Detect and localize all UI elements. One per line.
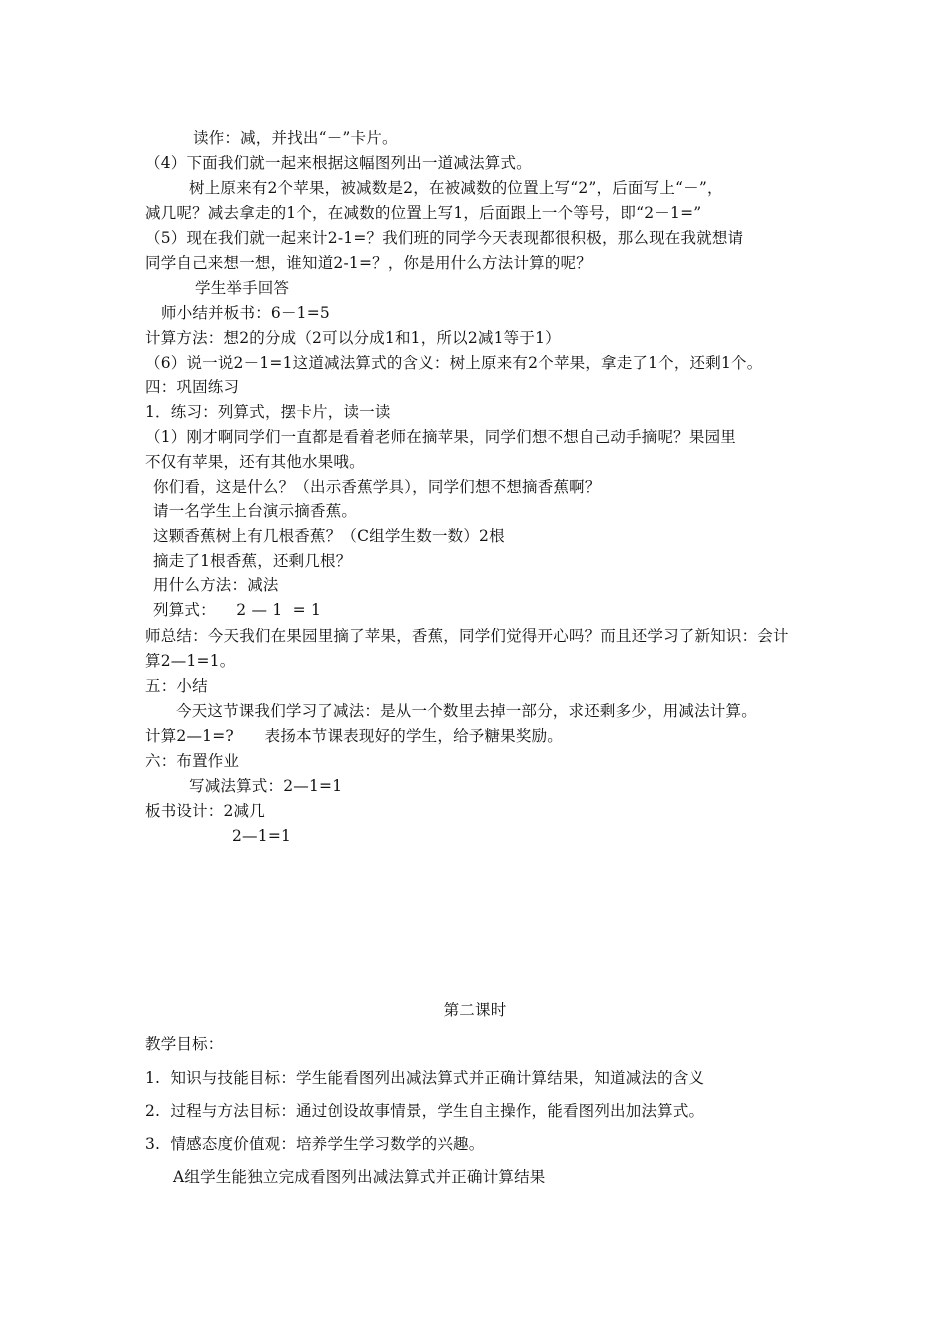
text-line: 学生举手回答 — [195, 279, 290, 297]
text-line: 摘走了1根香蕉，还剩几根？ — [153, 552, 352, 570]
text-line: （4）下面我们就一起来根据这幅图列出一道减法算式。 — [145, 154, 532, 172]
text-line: 读作：减，并找出“－”卡片。 — [193, 129, 398, 147]
text-line: 同学自己来想一想，谁知道2-1=？，你是用什么方法计算的呢？ — [145, 254, 592, 272]
text-line: 今天这节课我们学习了减法：是从一个数里去掉一部分，求还剩多少，用减法计算。 — [176, 702, 757, 720]
text-line: 减几呢？减去拿走的1个，在减数的位置上写1，后面跟上一个等号，即“2－1=” — [145, 204, 702, 222]
text-line: 师总结：今天我们在果园里摘了苹果，香蕉，同学们觉得开心吗？而且还学习了新知识：会计 — [145, 627, 789, 645]
text-line: 列算式： 2 — 1 = 1 — [153, 601, 322, 619]
text-line: 师小结并板书：6－1=5 — [161, 304, 330, 322]
text-line: 用什么方法：减法 — [153, 576, 279, 594]
section-heading: 五：小结 — [145, 677, 208, 695]
text-line: 你们看，这是什么？（出示香蕉学具），同学们想不想摘香蕉啊？ — [153, 478, 601, 496]
text-line: 2—1=1 — [232, 827, 292, 845]
text-line: 树上原来有2个苹果，被减数是2，在被减数的位置上写“2”，后面写上“－”， — [189, 179, 723, 197]
text-line: 请一名学生上台演示摘香蕉。 — [153, 502, 358, 520]
text-line: （1）刚才啊同学们一直都是看着老师在摘苹果，同学们想不想自己动手摘呢？果园里 — [145, 428, 736, 446]
text-line: （6）说一说2－1=1这道减法算式的含义：树上原来有2个苹果，拿走了1个，还剩1个。 — [145, 354, 763, 372]
group-note: A组学生能独立完成看图列出减法算式并正确计算结果 — [173, 1168, 546, 1186]
text-line: 写减法算式：2—1=1 — [189, 777, 343, 795]
text-line: 计算方法：想2的分成（2可以分成1和1，所以2减1等于1） — [145, 329, 561, 347]
text-line: 这颗香蕉树上有几根香蕉？（C组学生数一数）2根 — [153, 527, 505, 545]
goal-item: 1. 知识与技能目标：学生能看图列出减法算式并正确计算结果，知道减法的含义 — [145, 1069, 705, 1087]
text-line: 板书设计：2减几 — [145, 802, 265, 820]
text-line: 1．练习：列算式，摆卡片，读一读 — [145, 403, 391, 421]
lesson-heading: 第二课时 — [443, 1001, 507, 1019]
text-line: 计算2—1=? 表扬本节课表现好的学生，给予糖果奖励。 — [145, 727, 563, 745]
section-heading: 四：巩固练习 — [145, 378, 240, 396]
goal-item: 3. 情感态度价值观：培养学生学习数学的兴趣。 — [145, 1135, 485, 1153]
section-heading: 六：布置作业 — [145, 752, 240, 770]
text-line: 不仅有苹果，还有其他水果哦。 — [145, 453, 365, 471]
text-line: 算2—1=1。 — [145, 652, 236, 670]
text-line: （5）现在我们就一起来计2-1=？我们班的同学今天表现都很积极，那么现在我就想请 — [145, 229, 744, 247]
goals-title: 教学目标： — [145, 1035, 224, 1053]
goal-item: 2. 过程与方法目标：通过创设故事情景，学生自主操作，能看图列出加法算式。 — [145, 1102, 705, 1120]
